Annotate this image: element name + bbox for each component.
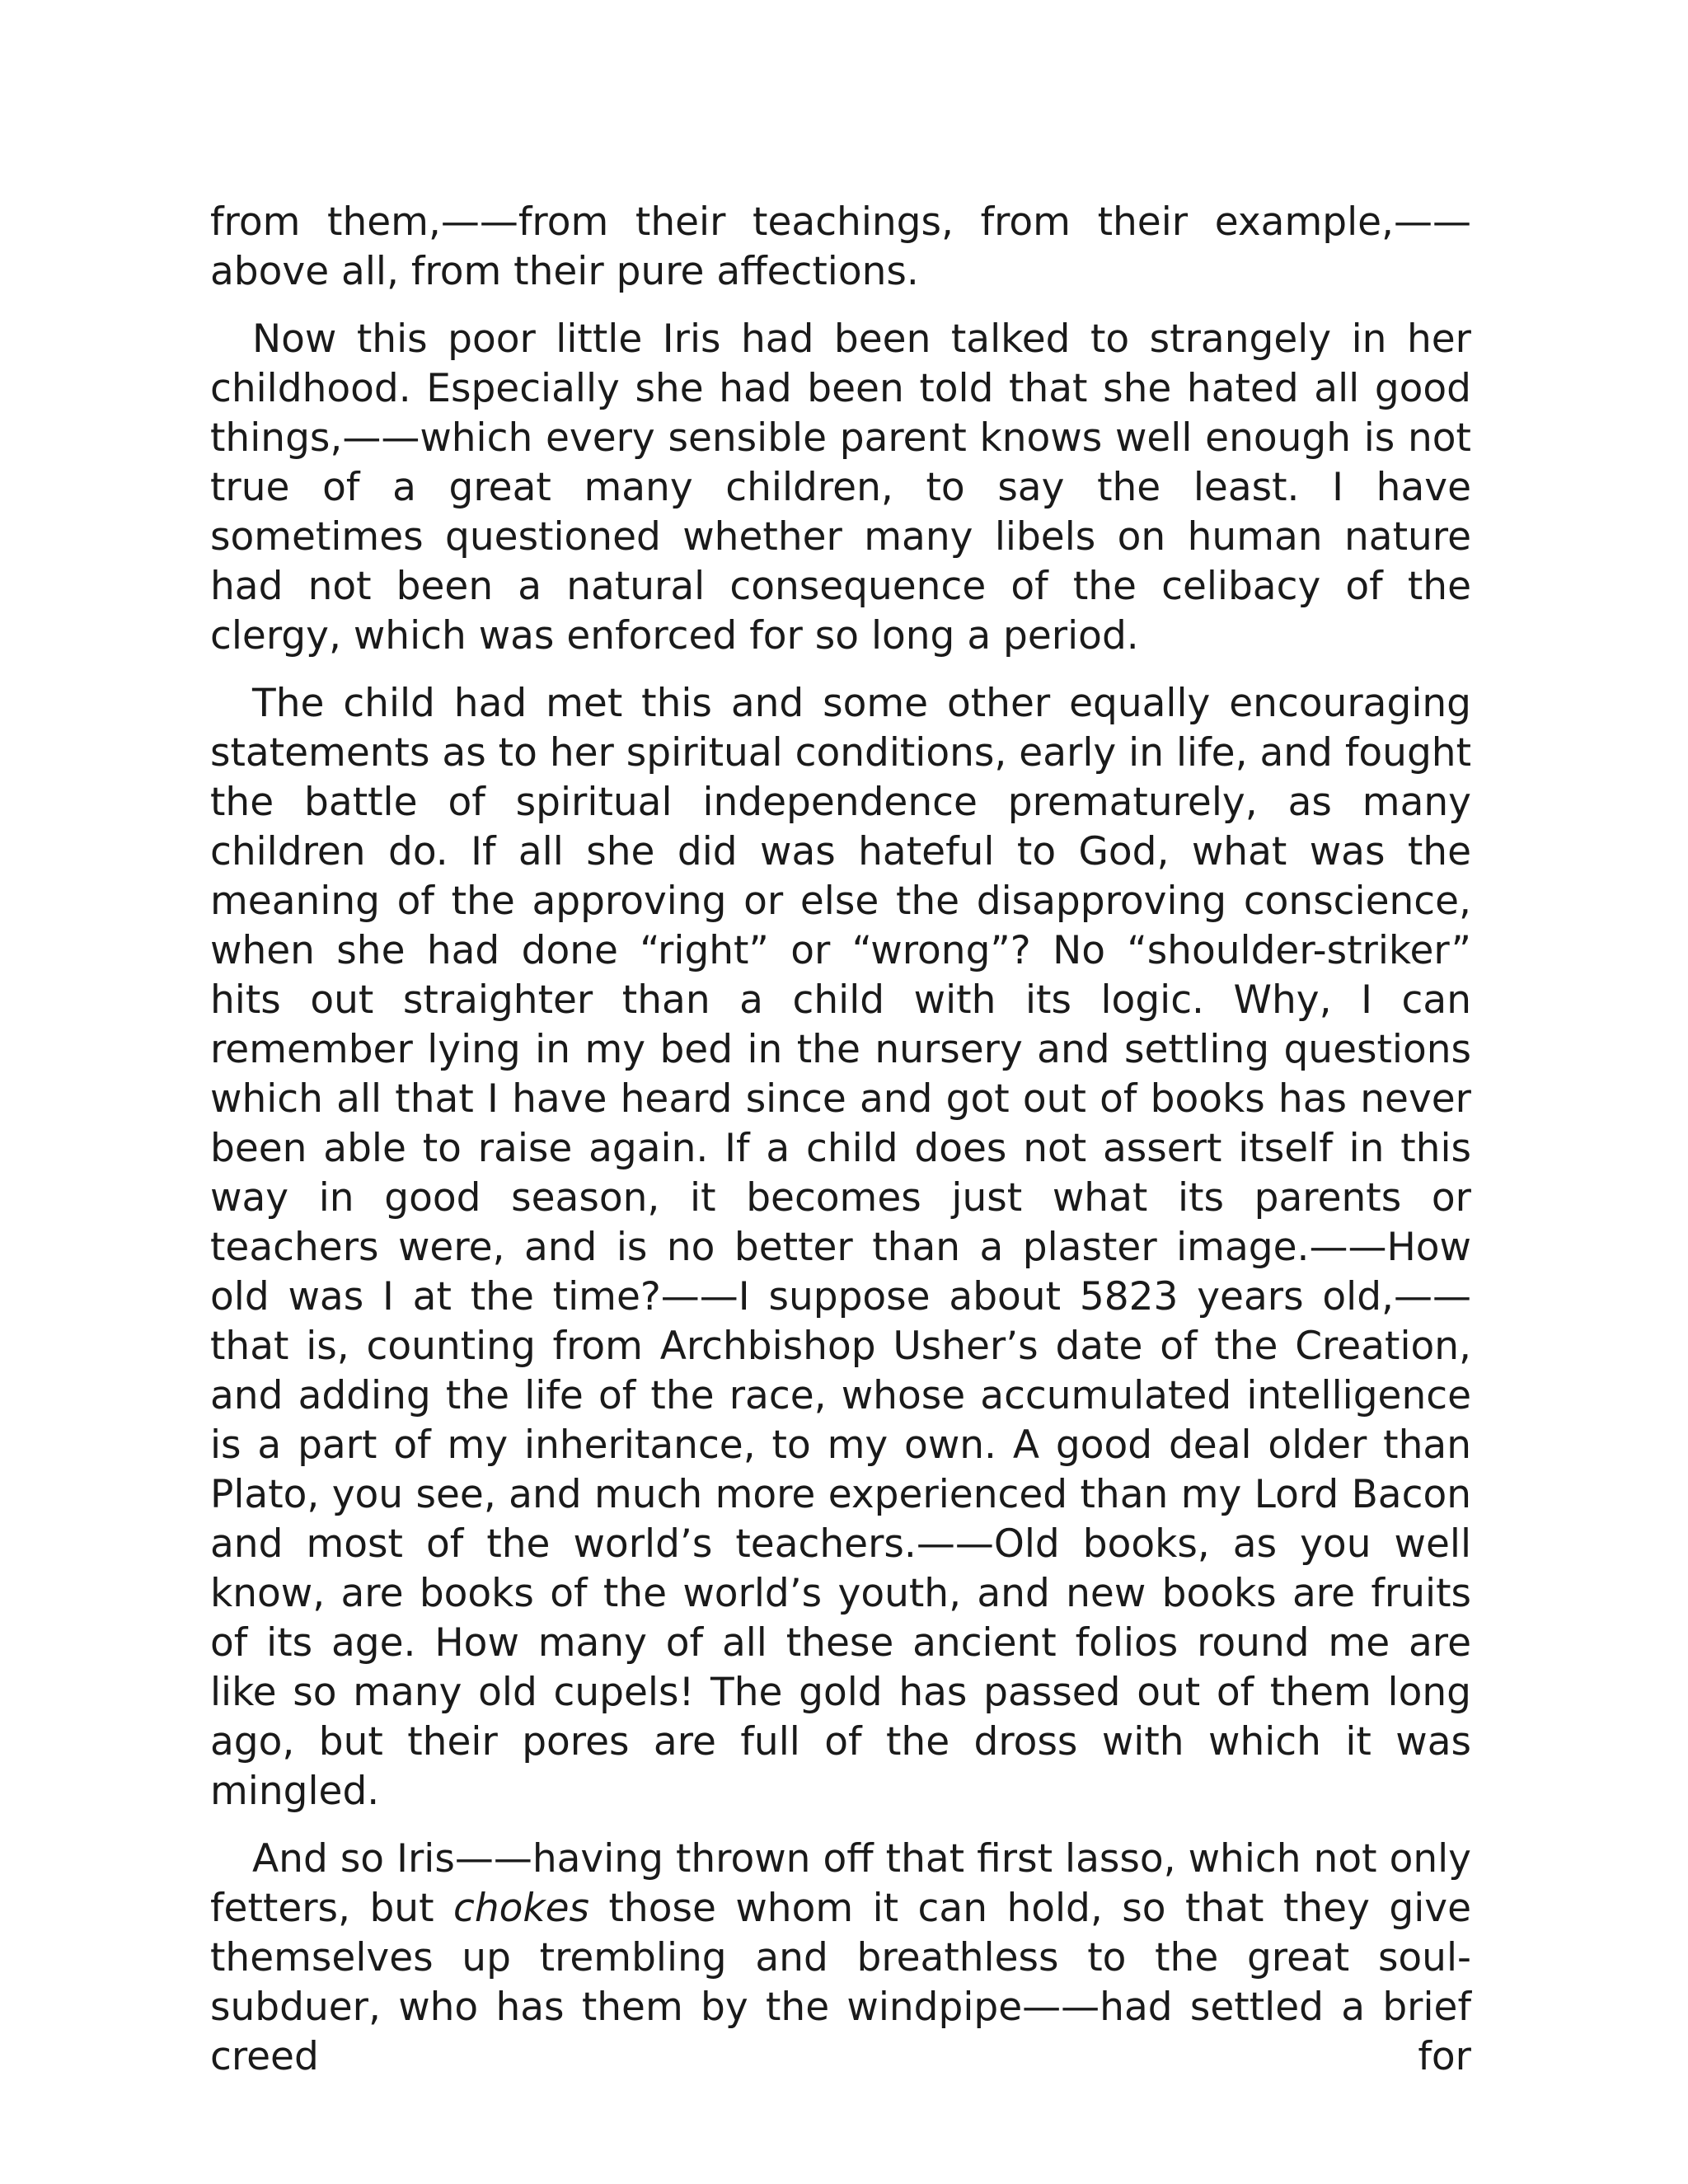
paragraph-3 (210, 679, 1471, 1816)
italic-word: chokes (453, 1886, 590, 1931)
paragraph-text: The child had met this and some other equally encouraging statements as to her spiritual conditions, early in life, and fought the battle of spiritual independence prematurely, as many children do. If all she did was hateful to God, what was the meaning of the approving or else the disapproving conscience, when she had done “right” or “wrong”? No “shoulder-striker” hits out straighter than a child with its logic. Why, I can remember lying in my bed in the nursery and settling questions which all that I have heard since and got out of books has never been able to raise again. If a child does not assert itself in this way in good season, it becomes just what its parents or teachers were, and is no better than a plaster image.——How old was I at the time?——I suppose about 5823 years old,——that is, counting from Archbishop Usher’s date of the Creation, and adding the life of the race, whose accumulated intelligence is a part of my inheritance, to my own. A good deal older than Plato, you see, and much more experienced than my Lord Bacon and most of the world’s teachers.——Old books, as you well know, are books of the world’s youth, and new books are fruits of its age. How many of all these ancient folios round me are like so many old cupels! The gold has passed out of them long ago, but their pores are full of the dross with which it was mingled. (210, 681, 1471, 1814)
paragraph-text: from them,——from their teachings, from their example,——above all, from their pure affections. (210, 199, 1471, 294)
body-text (210, 198, 1471, 2082)
paragraph-text: Now this poor little Iris had been talked to strangely in her childhood. Especially she had been told that she hated all good things,——which every sensible parent knows well enough is not true of a great many children, to say the least. I have sometimes questioned whether many libels on human nature had not been a natural consequence of the celibacy of the clergy, which was enforced for so long a period. (210, 316, 1471, 658)
paragraph-text: And so Iris——having thrown off that first lasso, which not only fetters, but (210, 1836, 1471, 1931)
paragraph-1 (210, 198, 1471, 297)
paragraph-text: those whom it can hold, so that they give themselves up trembling and breathless to the great soul-subduer, who has them by the windpipe——had settled a brief creed for (210, 1886, 1471, 2079)
paragraph-4 (210, 1835, 1471, 2082)
paragraph-2 (210, 315, 1471, 661)
